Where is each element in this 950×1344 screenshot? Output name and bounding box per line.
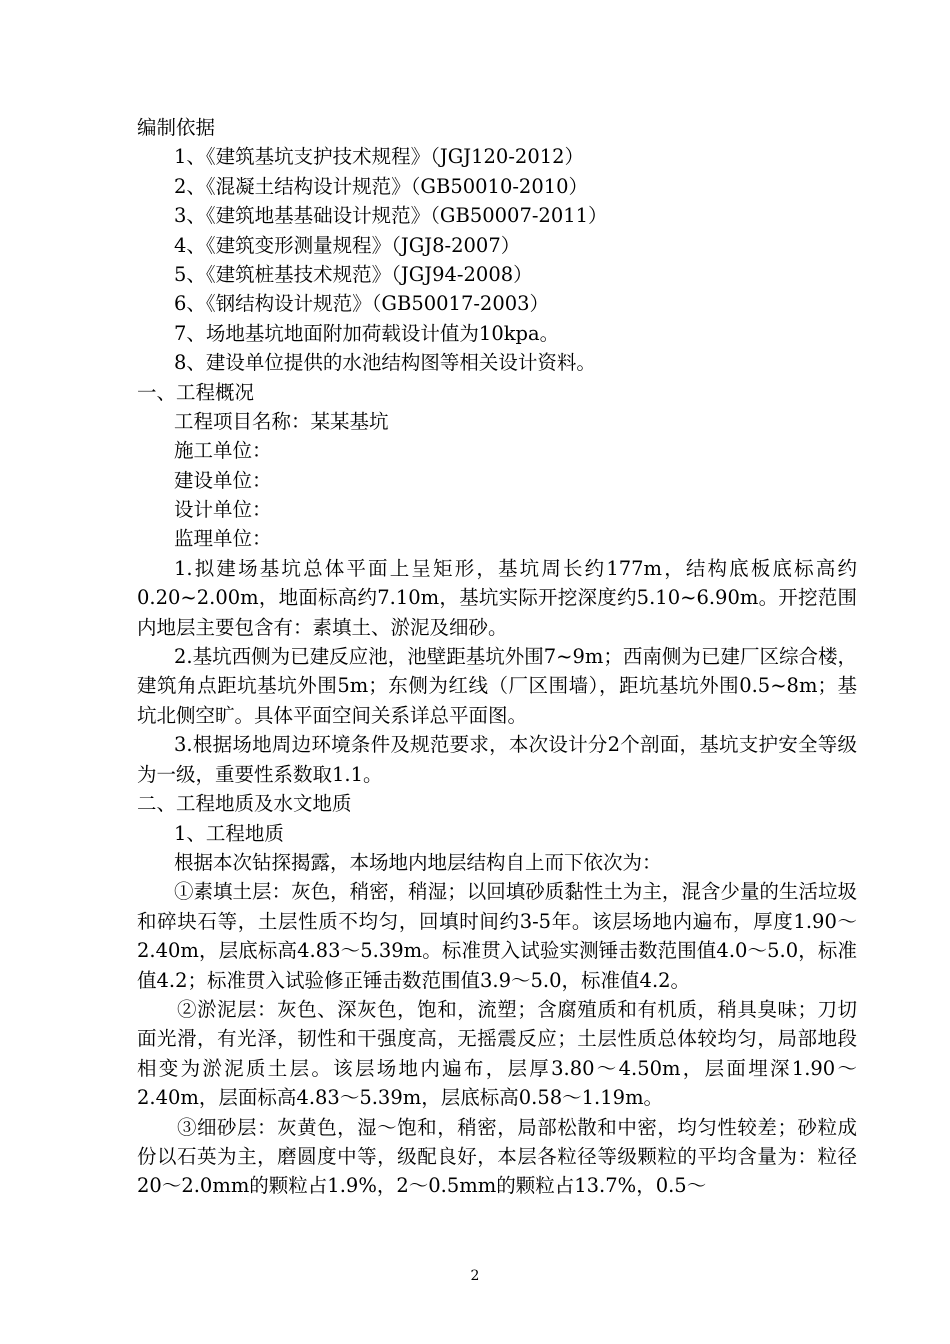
construction-unit: 施工单位： — [174, 439, 272, 463]
project-name: 工程项目名称：某某基坑 — [174, 409, 389, 433]
basis-item-2: 2、《混凝土结构设计规范》（GB50010-2010） — [174, 174, 589, 198]
basis-item-1: 1、《建筑基坑支护技术规程》（JGJ120-2012） — [174, 145, 585, 169]
basis-item-7: 7、场地基坑地面附加荷载设计值为10kpa。 — [174, 321, 560, 345]
strata-intro: 根据本次钻探揭露，本场地内地层结构自上而下依次为： — [174, 850, 662, 874]
owner-unit: 建设单位： — [174, 468, 272, 492]
basis-item-5: 5、《建筑桩基技术规范》（JGJ94-2008） — [174, 262, 533, 286]
overview-paragraph-1: 1.拟建场基坑总体平面上呈矩形，基坑周长约177m，结构底板底标高约0.20~2.00m，地面标高约7.10m，基坑实际开挖深度约5.10~6.90m。开挖范围内地层主要包含有：素填土、淤泥及细砂。 — [137, 556, 857, 639]
overview-paragraph-3: 3.根据场地周边环境条件及规范要求，本次设计分2个剖面，基坑支护安全等级为一级，重要性系数取1.1。 — [137, 733, 857, 786]
layer-2-paragraph: ②淤泥层：灰色、深灰色，饱和，流塑；含腐殖质和有机质，稍具臭味；刀切面光滑，有光泽，韧性和干强度高，无摇震反应；土层性质总体较均匀，局部地段相变为淤泥质土层。该层场地内遍布，层厚3.80～4.50m，层面埋深1.90～2.40m，层面标高4.83～5.39m，层底标高0.58～1.19m。 — [137, 997, 857, 1110]
supervision-unit: 监理单位： — [174, 527, 272, 551]
layer-3-paragraph: ③细砂层：灰黄色，湿～饱和，稍密，局部松散和中密，均匀性较差；砂粒成份以石英为主，磨圆度中等，级配良好，本层各粒径等级颗粒的平均含量为：粒径20～2.0mm的颗粒占1.9%，2～0.5mm的颗粒占13.7%，0.5～ — [137, 1115, 857, 1198]
document-body — [137, 113, 857, 1201]
basis-item-8: 8、建设单位提供的水池结构图等相关设计资料。 — [174, 351, 596, 375]
layer-1-paragraph: ①素填土层：灰色，稍密，稍湿；以回填砂质黏性土为主，混含少量的生活垃圾和碎块石等，土层性质不均匀，回填时间约3-5年。该层场地内遍布，厚度1.90～2.40m，层底标高4.83～5.39m。标准贯入试验实测锤击数范围值4.0～5.0，标准值4.2；标准贯入试验修正锤击数范围值3.9～5.0，标准值4.2。 — [137, 880, 857, 992]
design-unit: 设计单位： — [174, 498, 272, 522]
section-2-title: 二、工程地质及水文地质 — [137, 792, 352, 816]
page-number: 2 — [470, 1268, 480, 1284]
basis-item-3: 3、《建筑地基基础设计规范》（GB50007-2011） — [174, 204, 608, 228]
subsection-engineering-geology: 1、工程地质 — [174, 821, 284, 845]
section-1-title: 一、工程概况 — [137, 380, 255, 404]
basis-item-6: 6、《钢结构设计规范》（GB50017-2003） — [174, 292, 550, 316]
basis-heading: 编制依据 — [137, 116, 216, 139]
overview-paragraph-2: 2.基坑西侧为已建反应池，池壁距基坑外围7~9m；西南侧为已建厂区综合楼，建筑角点距坑基坑外围5m；东侧为红线（厂区围墙），距坑基坑外围0.5~8m；基坑北侧空旷。具体平面空间关系详总平面图。 — [137, 645, 857, 727]
basis-item-4: 4、《建筑变形测量规程》（JGJ8-2007） — [174, 233, 521, 257]
